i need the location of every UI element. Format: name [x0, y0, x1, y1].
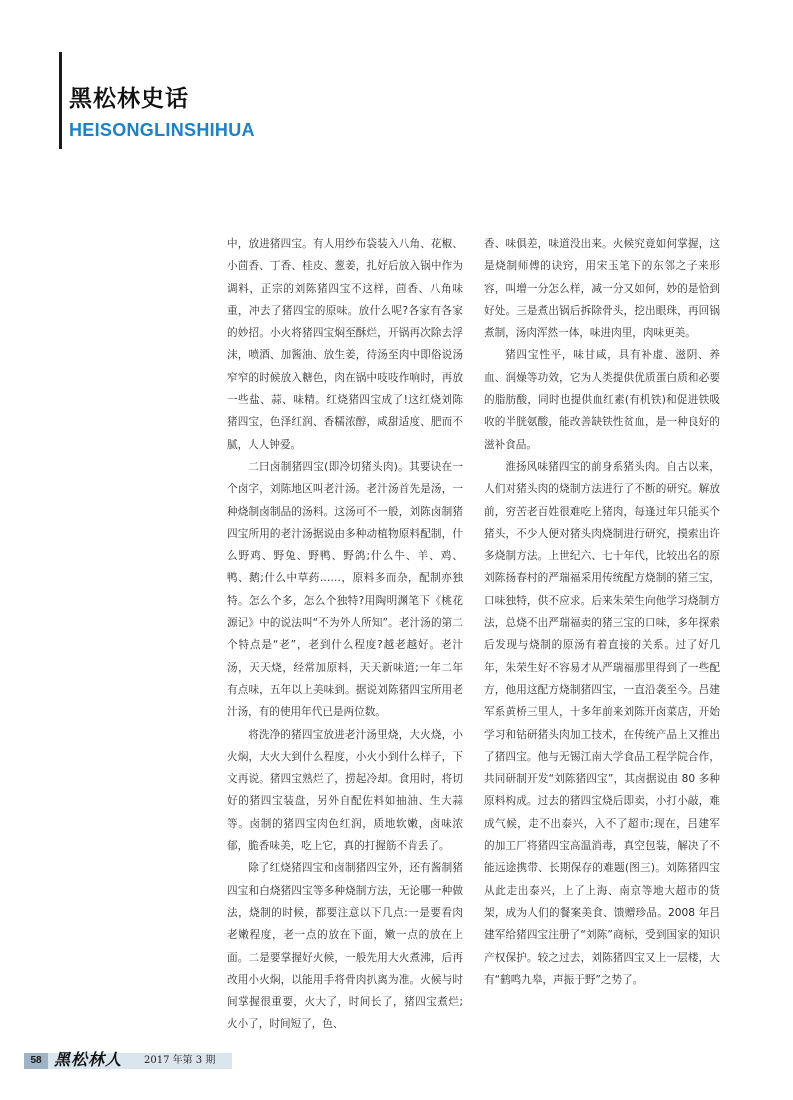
article-column-left: [227, 233, 463, 1036]
paragraph: 二曰卤制猪四宝(即冷切猪头肉)。其要诀在一个卤字，刘陈地区叫老汁汤。老汁汤首先是汤，一种烧制卤制品的汤料。这汤可不一般，刘陈卤制猪四宝所用的老汁汤据说由多种动植物原料配制，什么野鸡、野兔、野鸭、野鸽;什么牛、羊、鸡、鸭、鹅;什么中草药……，原料多而杂，配制亦独特。怎么个多，怎么个独特?用陶明渊笔下《桃花源记》中的说法叫“不为外人所知”。老汁汤的第二个特点是“老”，老到什么程度?越老越好。老汁汤，天天烧，经常加原料，天天新味道;一年二年有点味，五年以上美味到。据说刘陈猪四宝所用老汁汤，有的使用年代已是两位数。: [227, 460, 463, 719]
article-column-right: [484, 233, 720, 991]
paragraph: 中，放进猪四宝。有人用纱布袋装入八角、花椒、小茴香、丁香、桂皮、葱姜，扎好后放入锅中作为调料，正宗的刘陈猪四宝不这样，茴香、八角味重，冲去了猪四宝的原味。放什么呢?各家有各家的妙招。小火将猪四宝焖至酥烂，开锅再次除去浮沫，喷酒、加酱油、放生姜，待汤至肉中即俗说汤窄窄的时候放入糖色，肉在锅中吱吱作响时，再放一些盐、蒜、味精。红烧猪四宝成了!这红烧刘陈猪四宝，色泽红润、香糯浓醇，咸甜适度、肥而不腻，人人钟爱。: [227, 238, 463, 451]
paragraph: 香、味俱差，味道没出来。火候究竟如何掌握，这是烧制师傅的诀窍，用宋玉笔下的东邻之子来形容，叫增一分怎么样，减一分又如何，妙的是恰到好处。三是煮出锅后拆除骨头，挖出眼珠，再回锅煮制，汤肉浑然一体，味进肉里，肉味更美。: [484, 238, 720, 340]
paragraph: 淮扬风味猪四宝的前身系猪头肉。自古以来，人们对猪头肉的烧制方法进行了不断的研究。解放前，穷苦老百姓很难吃上猪肉，每逢过年只能买个猪头，不少人便对猪头肉烧制进行研究，摸索出许多烧制方法。上世纪六、七十年代，比较出名的原刘陈扬春村的严瑞福采用传统配方烧制的猪三宝，口味独特，供不应求。后来朱荣生向他学习烧制方法，总烧不出严瑞福卖的猪三宝的口味，多年探索后发现与烧制的原汤有着直接的关系。过了好几年，朱荣生好不容易才从严瑞福那里得到了一些配方，他用这配方烧制猪四宝，一直沿袭至今。吕建军系黄桥三里人，十多年前来刘陈开卤菜店，开始学习和钻研猪头肉加工技术，在传统产品上又推出了猪四宝。他与无锡江南大学食品工程学院合作，共同研制开发“刘陈猪四宝”，其卤据说由 80 多种原料构成。过去的猪四宝烧后即卖，小打小敲，难成气候，走不出泰兴，入不了超市;现在，吕建军的加工厂将猪四宝高温消毒，真空包装，解决了不能远途携带、长期保存的难题(图三)。刘陈猪四宝从此走出泰兴，上了上海、南京等地大超市的货架，成为人们的餐案美食、馈赠珍品。2008 年吕建军给猪四宝注册了“刘陈”商标，受到国家的知识产权保护。较之过去，刘陈猪四宝又上一层楼，大有“鹤鸣九皋，声振于野”之势了。: [484, 460, 720, 986]
section-subtitle: HEISONGLINSHIHUA: [69, 120, 255, 140]
paragraph: 将洗净的猪四宝放进老汁汤里烧，大火烧，小火焖，大火大到什么程度，小火小到什么样子，下文再说。猪四宝熟烂了，捞起冷却。食用时，将切好的猪四宝装盘，另外自配佐料如抽油、生大蒜等。卤制的猪四宝肉色红润，质地软嫩，卤味浓郁，脆香味美，吃上它，真的打握筋不肯丢了。: [227, 728, 463, 853]
header-accent-bar: [59, 52, 62, 149]
paragraph: 除了红烧猪四宝和卤制猪四宝外，还有酱制猪四宝和白烧猪四宝等多种烧制方法，无论哪一种做法，烧制的时候，都要注意以下几点:一是要看肉老嫩程度，老一点的放在下面，嫩一点的放在上面。二是要掌握好火候，一般先用大火煮沸，后再改用小火焖，以能用手将骨肉扒离为准。火候与时间掌握很重要，火大了，时间长了，猪四宝煮烂;火小了，时间短了，色、: [227, 862, 463, 1031]
paragraph: 猪四宝性平，味甘咸，具有补虚、滋阴、养血、润燥等功效，它为人类提供优质蛋白质和必要的脂肪酸，同时也提供血红素(有机铁)和促进铁吸收的半胱氨酸，能改善缺铁性贫血，是一种良好的滋补食品。: [484, 349, 720, 451]
section-title: 黑松林史话: [69, 86, 189, 112]
page-number: 58: [24, 1053, 48, 1069]
page-footer: [24, 1050, 232, 1069]
issue-label: 2017 年第 3 期: [144, 1055, 216, 1066]
magazine-logo: 黑松林人: [54, 1050, 123, 1069]
